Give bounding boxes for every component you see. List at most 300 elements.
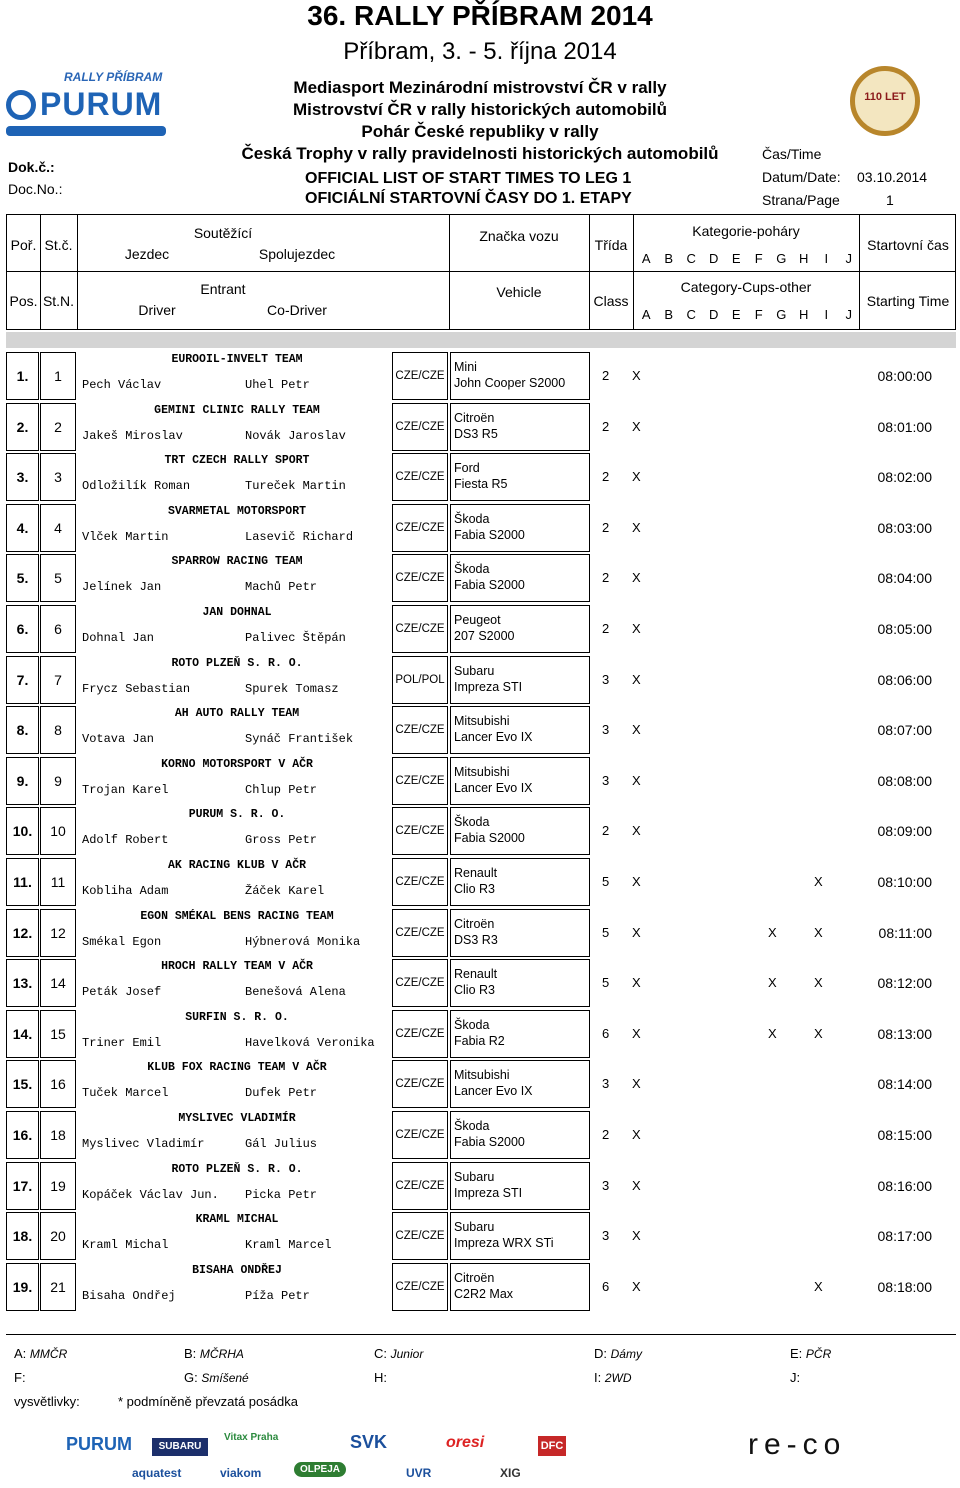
col-st-cz: St.č. [44, 237, 73, 253]
row-team: ROTO PLZEŇ S. R. O. [171, 1162, 303, 1176]
row-codriver: Machů Petr [245, 580, 318, 595]
nat-cell [392, 909, 448, 957]
row-model: C2R2 Max [454, 1286, 514, 1301]
row-pos: 5. [16, 570, 29, 587]
nat-cell [392, 1010, 448, 1058]
row-pos: 11. [13, 874, 32, 890]
row-cat-a: X [632, 1076, 641, 1092]
row-pos: 13. [12, 975, 33, 992]
row-make: Mitsubishi [454, 714, 510, 729]
row-start-number: 5 [54, 570, 62, 587]
legend-g-key: G: [184, 1370, 198, 1385]
row-pos: 7. [16, 671, 29, 688]
row-start-time: 08:14:00 [877, 1076, 932, 1093]
st-cell [40, 1212, 76, 1260]
sponsor-vitax: Vitax Praha [224, 1432, 279, 1443]
sponsor-oresi: oresi [446, 1434, 485, 1451]
legend-e-key: E: [790, 1346, 803, 1361]
legend-e-val: PČR [805, 1347, 832, 1361]
row-nationality: CZE/CZE [395, 420, 445, 433]
table-row [6, 706, 956, 756]
st-cell [40, 858, 76, 906]
vehicle-cell [450, 1212, 590, 1260]
row-cat-a: X [632, 1228, 641, 1244]
col-start-en: Starting Time [866, 293, 950, 309]
row-cat-a: X [632, 570, 641, 586]
cat-letters-cz [635, 251, 860, 266]
row-driver: Jelínek Jan [82, 580, 162, 595]
row-start-number: 16 [50, 1076, 66, 1093]
row-team: GEMINI CLINIC RALLY TEAM [154, 403, 320, 417]
page-label: Strana/Page [762, 192, 840, 208]
row-team: EUROOIL-INVELT TEAM [171, 353, 303, 366]
vehicle-cell [450, 1111, 590, 1159]
row-team: KORNO MOTORSPORT V AČR [161, 757, 313, 771]
date-value: 03.10.2014 [857, 169, 928, 185]
row-class: 2 [602, 418, 610, 434]
row-team: BISAHA ONDŘEJ [192, 1263, 282, 1277]
row-start-number: 9 [54, 772, 62, 789]
row-start-time: 08:15:00 [877, 1127, 932, 1143]
col-driver-en: Driver [138, 302, 176, 318]
row-class: 2 [602, 469, 610, 485]
row-class: 3 [602, 1228, 610, 1244]
pos-cell [6, 1111, 39, 1159]
list-title-cz: OFICIÁLNÍ STARTOVNÍ ČASY DO 1. ETAPY [305, 190, 632, 207]
vehicle-cell [450, 554, 590, 602]
col-entrant-en: Entrant [200, 281, 246, 297]
vehicle-cell [450, 1060, 590, 1108]
row-nationality: CZE/CZE [395, 572, 445, 585]
nat-cell [392, 605, 448, 653]
grey-band [6, 332, 956, 348]
row-make: Mini [454, 360, 477, 374]
row-class: 3 [602, 671, 610, 687]
row-start-number: 8 [54, 722, 62, 739]
cat-letter: J [845, 251, 852, 266]
nat-cell [392, 656, 448, 704]
row-start-number: 14 [50, 975, 66, 992]
row-nationality: CZE/CZE [395, 876, 445, 888]
row-codriver: Novák Jaroslav [245, 428, 346, 443]
vehicle-cell [450, 352, 590, 400]
table-row [6, 403, 956, 453]
st-cell [40, 1162, 76, 1210]
sponsor-aquatest: aquatest [132, 1466, 182, 1480]
nat-cell [392, 706, 448, 754]
vehicle-cell [450, 959, 590, 1007]
col-vehicle-en: Vehicle [496, 284, 542, 300]
sponsor-olpeja: OLPEJA [294, 1462, 346, 1477]
row-start-number: 6 [54, 621, 62, 637]
sponsor-subaru: SUBARU [152, 1438, 208, 1456]
row-codriver: Havelková Veronika [245, 1035, 375, 1050]
row-team: SVARMETAL MOTORSPORT [167, 504, 307, 518]
docno-label: Doc.No.: [8, 181, 63, 197]
row-cat-a: X [632, 368, 641, 383]
cat-letter: E [731, 251, 741, 266]
row-start-time: 08:11:00 [878, 924, 932, 941]
col-vehicle-cz: Značka vozu [479, 228, 559, 244]
row-team: AK RACING KLUB V AČR [167, 859, 307, 872]
row-model: Clio R3 [454, 882, 495, 896]
row-pos: 15. [12, 1076, 33, 1093]
vehicle-cell [450, 858, 590, 906]
row-start-time: 08:09:00 [877, 823, 932, 840]
cat-letter: F [754, 307, 763, 322]
row-class: 5 [602, 975, 610, 991]
pos-cell [6, 909, 39, 957]
anniversary-logo [850, 66, 920, 136]
row-model: Fabia S2000 [454, 1135, 525, 1149]
sponsor-purum: PURUM [66, 1434, 132, 1454]
nat-cell [392, 807, 448, 855]
nat-cell [392, 757, 448, 805]
row-codriver: Picka Petr [245, 1187, 318, 1202]
nat-cell [392, 858, 448, 906]
table-row [6, 1010, 956, 1060]
row-cat-i: X [814, 975, 823, 991]
row-cat-h: X [768, 975, 777, 991]
row-class: 2 [602, 519, 610, 535]
col-pos-en: Pos. [9, 293, 38, 309]
nat-cell [392, 554, 448, 602]
row-start-number: 15 [50, 1025, 66, 1042]
time-label: Čas/Time [762, 146, 822, 162]
row-model: Impreza STI [454, 679, 523, 694]
row-driver: Odložilík Roman [82, 479, 191, 494]
row-start-time: 08:18:00 [877, 1278, 932, 1295]
row-cat-a: X [632, 1177, 641, 1193]
sponsor-svk: SVK [350, 1432, 388, 1452]
row-model: Fabia S2000 [454, 527, 525, 542]
row-model: Impreza WRX STi [454, 1236, 554, 1251]
row-make: Citroën [454, 916, 495, 931]
championship-line-1: Mediasport Mezinárodní mistrovství ČR v rally [293, 78, 667, 97]
row-start-number: 4 [54, 519, 62, 536]
row-make: Subaru [454, 663, 495, 678]
pos-cell [6, 403, 39, 451]
row-cat-i: X [814, 924, 823, 940]
row-model: Impreza STI [454, 1185, 523, 1200]
table-row [6, 909, 956, 959]
row-nationality: POL/POL [395, 673, 445, 686]
row-make: Citroën [454, 1270, 495, 1285]
row-codriver: Píža Petr [245, 1288, 310, 1303]
legend-f-key: F: [14, 1370, 26, 1385]
row-start-number: 1 [54, 368, 62, 384]
st-cell [40, 605, 76, 653]
col-class-en: Class [593, 293, 629, 309]
row-model: Fabia S2000 [454, 831, 525, 846]
row-cat-a: X [632, 722, 641, 738]
row-pos: 8. [16, 722, 29, 739]
row-model: Fabia S2000 [454, 578, 525, 593]
row-nationality: CZE/CZE [395, 825, 445, 838]
row-codriver: Lasevič Richard [245, 529, 354, 544]
nat-cell [392, 1162, 448, 1210]
row-make: Mitsubishi [454, 764, 510, 779]
nat-cell [392, 504, 448, 552]
col-codriver-cz: Spolujezdec [258, 246, 336, 262]
row-codriver: Gál Julius [245, 1137, 318, 1151]
cat-letter: G [776, 307, 787, 322]
row-nationality: CZE/CZE [395, 370, 445, 382]
nat-cell [392, 403, 448, 451]
row-start-time: 08:13:00 [877, 1025, 932, 1042]
row-team: ROTO PLZEŇ S. R. O. [171, 656, 303, 670]
row-nationality: CZE/CZE [395, 1230, 445, 1243]
row-pos: 14. [12, 1025, 33, 1042]
legend-h-key: H: [374, 1370, 387, 1385]
row-start-time: 08:06:00 [877, 671, 932, 688]
table-row [6, 757, 956, 807]
row-model: Fabia R2 [454, 1033, 505, 1048]
row-class: 5 [602, 924, 610, 940]
st-cell [40, 554, 76, 602]
col-entrant-cz: Soutěžící [193, 225, 253, 241]
pos-cell [6, 858, 39, 906]
row-cat-a: X [632, 519, 641, 535]
row-pos: 1. [16, 368, 29, 384]
row-driver: Kraml Michal [82, 1238, 169, 1253]
col-start-cz: Startovní čas [867, 237, 949, 253]
row-class: 2 [602, 570, 610, 586]
row-start-number: 7 [54, 671, 62, 688]
row-codriver: Spurek Tomasz [245, 681, 339, 696]
legend-i-val: 2WD [604, 1371, 632, 1385]
pos-cell [6, 352, 39, 400]
row-driver: Vlček Martin [82, 529, 169, 544]
row-model: Lancer Evo IX [454, 1084, 533, 1099]
row-nationality: CZE/CZE [395, 1027, 445, 1040]
row-driver: Triner Emil [82, 1035, 162, 1050]
row-team: KLUB FOX RACING TEAM V AČR [147, 1061, 327, 1075]
row-class: 2 [602, 823, 610, 839]
row-driver: Frycz Sebastian [82, 681, 191, 696]
sponsor-reco: re-co [748, 1428, 847, 1461]
table-row [6, 1212, 956, 1262]
row-start-number: 12 [50, 924, 66, 941]
cat-letter: A [641, 307, 651, 322]
st-cell [40, 1060, 76, 1108]
row-start-time: 08:17:00 [877, 1228, 932, 1245]
cat-letter: D [709, 251, 719, 266]
row-team: MYSLIVEC VLADIMÍR [178, 1112, 296, 1125]
championship-line-2: Mistrovství ČR v rally historických automobilů [292, 100, 668, 119]
cat-letter: A [641, 251, 651, 266]
row-class: 6 [602, 1025, 610, 1041]
dok-label: Dok.č.: [8, 159, 55, 175]
row-class: 3 [602, 772, 610, 788]
row-cat-a: X [632, 1278, 641, 1294]
row-start-time: 08:02:00 [877, 469, 932, 486]
row-model: Clio R3 [454, 983, 495, 998]
table-row [6, 504, 956, 554]
row-codriver: Hýbnerová Monika [245, 934, 361, 949]
vehicle-cell [450, 1162, 590, 1210]
purum-logo-icon [6, 90, 36, 120]
row-pos: 17. [12, 1177, 33, 1194]
cat-letter: E [731, 307, 741, 322]
st-cell [40, 909, 76, 957]
row-nationality: CZE/CZE [395, 623, 445, 635]
row-nationality: CZE/CZE [395, 926, 445, 939]
pos-cell [6, 1162, 39, 1210]
row-start-time: 08:05:00 [877, 621, 932, 637]
vehicle-cell [450, 807, 590, 855]
row-team: PURUM S. R. O. [188, 808, 286, 822]
st-cell [40, 352, 76, 400]
row-nationality: CZE/CZE [395, 977, 445, 990]
row-cat-a: X [632, 1025, 641, 1041]
row-class: 3 [602, 722, 610, 738]
vehicle-cell [450, 909, 590, 957]
row-nationality: CZE/CZE [395, 1179, 445, 1192]
row-driver: Myslivec Vladimír [82, 1137, 205, 1151]
row-codriver: Kraml Marcel [245, 1238, 332, 1253]
row-class: 3 [602, 1076, 610, 1092]
cat-letters-en [635, 307, 860, 322]
nat-cell [392, 1212, 448, 1260]
legend-expl-text: * podmíněně převzatá posádka [118, 1394, 298, 1409]
nat-cell [392, 1111, 448, 1159]
col-category-cz: Kategorie-poháry [692, 223, 800, 239]
row-nationality: CZE/CZE [395, 521, 445, 534]
vehicle-cell [450, 605, 590, 653]
row-start-number: 11 [50, 874, 66, 890]
st-cell [40, 807, 76, 855]
row-team: KRAML MICHAL [195, 1213, 279, 1227]
row-driver: Peták Josef [82, 985, 162, 1000]
legend-a-key: A: [14, 1346, 27, 1361]
table-row [6, 554, 956, 604]
row-team: SPARROW RACING TEAM [171, 555, 303, 569]
nat-cell [392, 352, 448, 400]
row-start-time: 08:07:00 [877, 722, 932, 739]
table-row [6, 453, 956, 503]
st-cell [40, 757, 76, 805]
row-cat-h: X [768, 1025, 777, 1041]
row-pos: 12. [12, 924, 33, 941]
row-codriver: Žáček Karel [245, 884, 325, 898]
row-model: John Cooper S2000 [454, 376, 566, 390]
pos-cell [6, 757, 39, 805]
row-pos: 2. [16, 418, 29, 435]
vehicle-cell [450, 656, 590, 704]
table-row [6, 858, 956, 908]
pos-cell [6, 504, 39, 552]
row-driver: Adolf Robert [82, 833, 169, 848]
st-cell [40, 1010, 76, 1058]
event-subtitle: Příbram, 3. - 5. října 2014 [343, 38, 617, 65]
row-cat-i: X [814, 874, 823, 889]
table-row [6, 352, 956, 402]
row-make: Ford [454, 461, 480, 476]
row-cat-a: X [632, 1127, 641, 1142]
legend-i-key: I: [594, 1370, 602, 1385]
table-row [6, 1060, 956, 1110]
cat-letter: C [686, 307, 696, 322]
row-start-number: 21 [50, 1278, 66, 1295]
legend-d-val: Dámy [610, 1347, 642, 1361]
row-pos: 18. [12, 1228, 33, 1245]
row-cat-h: X [768, 924, 777, 940]
row-cat-a: X [632, 874, 641, 889]
row-make: Renault [454, 967, 498, 982]
st-cell [40, 403, 76, 451]
nat-cell [392, 959, 448, 1007]
row-model: DS3 R3 [454, 932, 498, 947]
row-cat-a: X [632, 924, 641, 940]
nat-cell [392, 1060, 448, 1108]
cat-letter: B [664, 307, 674, 322]
pos-cell [6, 656, 39, 704]
row-model: Lancer Evo IX [454, 730, 533, 745]
row-make: Škoda [454, 562, 490, 577]
pos-cell [6, 1212, 39, 1260]
row-codriver: Dufek Petr [245, 1086, 318, 1101]
row-driver: Pech Václav [82, 378, 162, 392]
col-codriver-en: Co-Driver [267, 302, 327, 318]
pos-cell [6, 453, 39, 501]
row-start-time: 08:12:00 [877, 975, 932, 992]
row-class: 6 [602, 1278, 610, 1294]
pos-cell [6, 1010, 39, 1058]
table-row [6, 1162, 956, 1212]
row-cat-a: X [632, 823, 641, 839]
table-row [6, 605, 956, 655]
row-nationality: CZE/CZE [395, 724, 445, 737]
row-make: Citroën [454, 410, 495, 425]
vehicle-cell [450, 1263, 590, 1311]
row-make: Mitsubishi [454, 1068, 510, 1083]
anniversary-logo-text: 110 LET [864, 91, 906, 103]
row-nationality: CZE/CZE [395, 1129, 445, 1141]
row-model: DS3 R5 [454, 426, 498, 441]
row-nationality: CZE/CZE [395, 774, 445, 787]
col-category-en: Category-Cups-other [680, 279, 812, 295]
legend-g-val: Smíšené [201, 1371, 249, 1385]
cat-letter: B [664, 251, 674, 266]
row-class: 3 [602, 1177, 610, 1193]
row-team: HROCH RALLY TEAM V AČR [161, 960, 313, 974]
cat-letter: F [754, 251, 763, 266]
row-codriver: Chlup Petr [245, 782, 318, 797]
st-cell [40, 1263, 76, 1311]
row-cat-i: X [814, 1278, 823, 1294]
row-codriver: Benešová Alena [245, 985, 346, 1000]
pos-cell [6, 959, 39, 1007]
row-model: 207 S2000 [454, 629, 515, 643]
pos-cell [6, 1263, 39, 1311]
row-class: 2 [602, 368, 610, 383]
cat-letter: J [845, 307, 852, 322]
vehicle-cell [450, 453, 590, 501]
row-pos: 9. [16, 772, 29, 789]
row-start-time: 08:00:00 [877, 368, 932, 384]
col-driver-cz: Jezdec [124, 246, 170, 262]
col-pos-cz: Poř. [10, 237, 37, 253]
row-driver: Smékal Egon [82, 934, 162, 949]
table-row [6, 656, 956, 706]
row-driver: Tuček Marcel [82, 1086, 169, 1101]
row-pos: 6. [16, 621, 29, 637]
row-driver: Trojan Karel [82, 782, 169, 797]
row-codriver: Uhel Petr [245, 378, 310, 392]
row-start-time: 08:08:00 [877, 772, 932, 789]
row-codriver: Palivec Štěpán [245, 631, 346, 645]
